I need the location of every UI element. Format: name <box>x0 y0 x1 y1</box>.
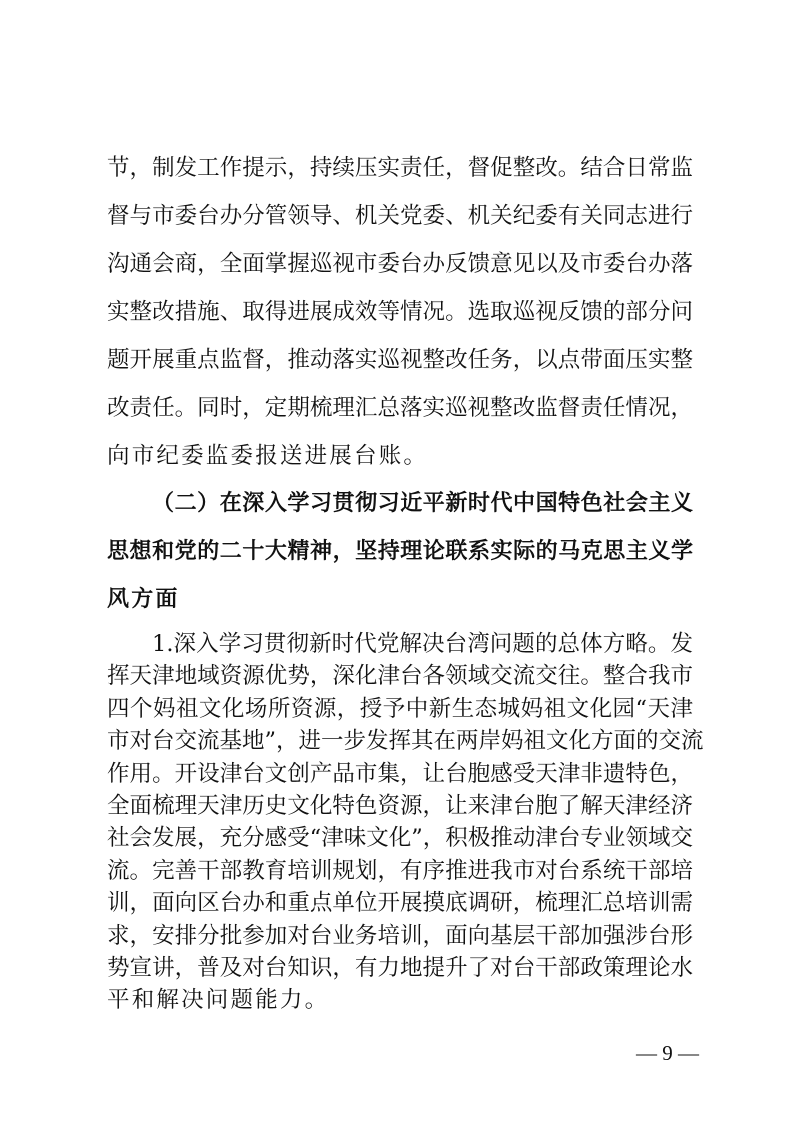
paragraph-2-line-4: 市对台交流基地”，进一步发挥其在两岸妈祖文化方面的交流 <box>107 728 704 755</box>
paragraph-2-line-1: 1.深入学习贯彻新时代党解决台湾问题的总体方略。发 <box>152 631 693 657</box>
section-heading-line-1: （二）在深入学习贯彻习近平新时代中国特色社会主义 <box>152 491 693 516</box>
paragraph-2-line-5: 作用。开设津台文创产品市集，让台胞感受天津非遗特色， <box>107 760 693 787</box>
page-number: — 9 — <box>636 1041 699 1065</box>
paragraph-2-line-11: 势宣讲，普及对台知识，有力地提升了对台干部政策理论水 <box>107 955 693 981</box>
section-heading-line-2: 思想和党的二十大精神，坚持理论联系实际的马克思主义学 <box>107 539 693 564</box>
paragraph-1-line-7: 向市纪委监委报送进展台账。 <box>107 443 429 469</box>
paragraph-2-line-2: 挥天津地域资源优势，深化津台各领域交流交往。整合我市 <box>107 663 693 690</box>
paragraph-2-line-10: 求，安排分批参加对台业务培训，面向基层干部加强涉台形 <box>107 922 693 949</box>
paragraph-2-line-8: 流。完善干部教育培训规划，有序推进我市对台系统干部培 <box>107 857 693 884</box>
paragraph-1-line-3: 沟通会商，全面掌握巡视市委台办反馈意见以及市委台办落 <box>107 251 693 277</box>
paragraph-2-line-7: 社会发展，充分感受“津味文化”，积极推动津台专业领域交 <box>107 825 693 852</box>
paragraph-1-line-1: 节，制发工作提示，持续压实责任，督促整改。结合日常监 <box>107 155 693 181</box>
paragraph-2-line-3: 四个妈祖文化场所资源，授予中新生态城妈祖文化园“天津 <box>107 695 693 722</box>
paragraph-1-line-5: 题开展重点监督，推动落实巡视整改任务，以点带面压实整 <box>107 347 693 373</box>
section-heading-line-3: 风方面 <box>107 587 180 612</box>
paragraph-1-line-4: 实整改措施、取得进展成效等情况。选取巡视反馈的部分问 <box>107 299 693 325</box>
paragraph-2-line-9: 训，面向区台办和重点单位开展摸底调研，梳理汇总培训需 <box>107 890 693 917</box>
paragraph-1-line-6: 改责任。同时，定期梳理汇总落实巡视整改监督责任情况， <box>107 395 693 421</box>
paragraph-2-line-12: 平和解决问题能力。 <box>107 987 330 1014</box>
paragraph-2-line-6: 全面梳理天津历史文化特色资源，让来津台胞了解天津经济 <box>107 793 693 819</box>
paragraph-1-line-2: 督与市委台办分管领导、机关党委、机关纪委有关同志进行 <box>107 203 693 229</box>
